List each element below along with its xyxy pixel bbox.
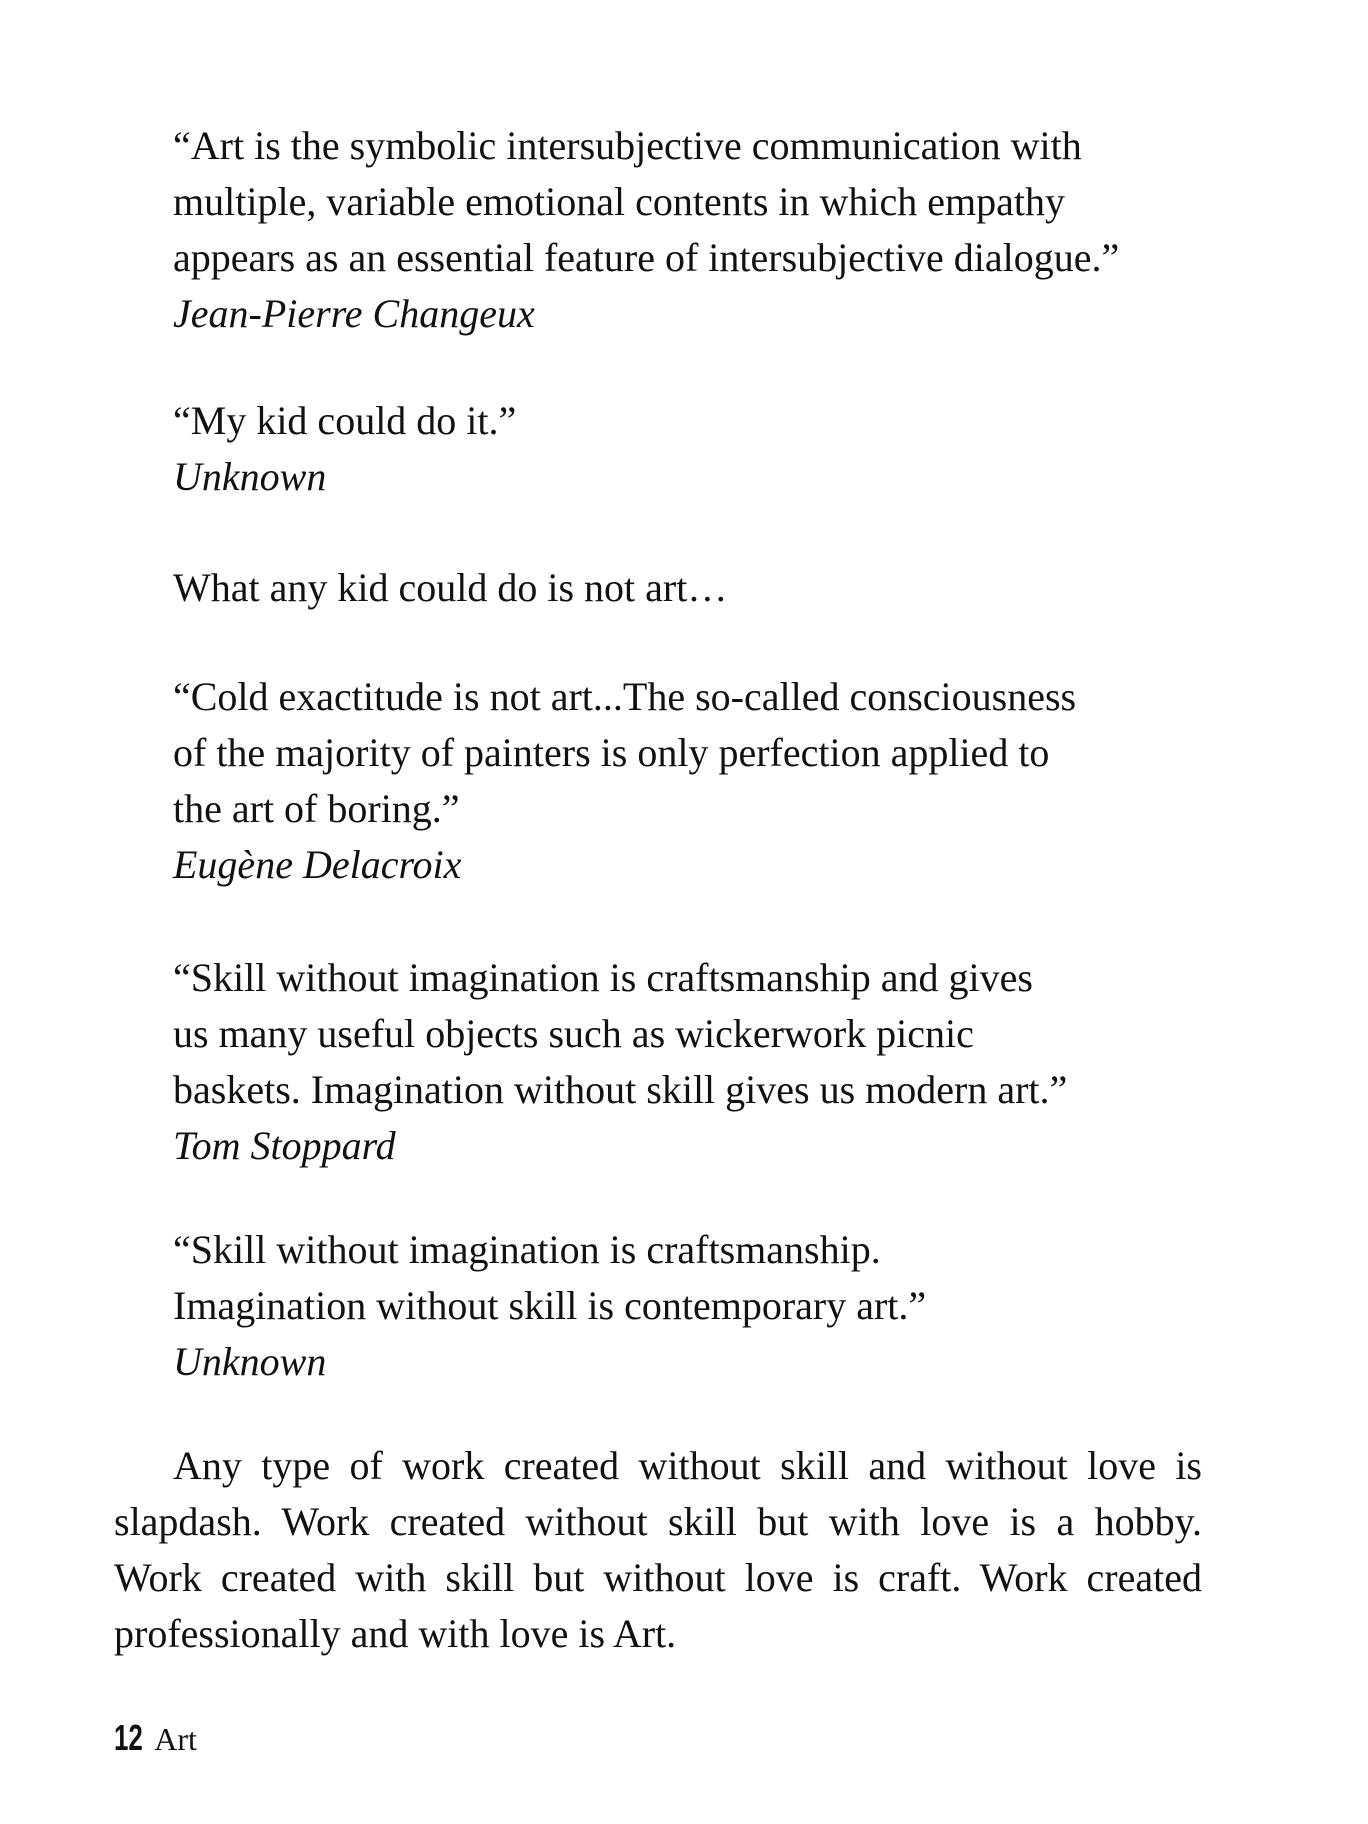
quote-my-kid (173, 393, 1233, 505)
quote-changeux (173, 118, 1233, 342)
quote-line: baskets. Imagination without skill gives us modern art.” (173, 1067, 1068, 1112)
paragraph-line: professionally and with love is Art. (114, 1611, 677, 1656)
quote-line: “Cold exactitude is not art...The so-called consciousness (173, 674, 1077, 719)
quote-line: “Skill without imagination is craftsmanship. (173, 1227, 881, 1272)
quote-line: us many useful objects such as wickerwork picnic (173, 1011, 974, 1056)
paragraph-line: Work created with skill but without love is craft. Work created (114, 1555, 1202, 1600)
quote-attribution: Eugène Delacroix (173, 842, 462, 887)
quote-line: appears as an essential feature of intersubjective dialogue.” (173, 235, 1120, 280)
page-number: 12 (114, 1717, 143, 1758)
quote-line: “Skill without imagination is craftsmanship and gives (173, 955, 1033, 1000)
quote-line: “My kid could do it.” (173, 398, 517, 443)
statement-line: What any kid could do is not art… (173, 565, 728, 610)
paragraph-line: slapdash. Work created without skill but with love is a hobby. (114, 1499, 1202, 1544)
quote-attribution: Jean-Pierre Changeux (173, 291, 535, 336)
quote-line: multiple, variable emotional contents in which empathy (173, 179, 1065, 224)
quote-contemporary-art (173, 1222, 1233, 1390)
quote-attribution: Unknown (173, 1339, 327, 1384)
section-name: Art (154, 1721, 197, 1757)
body-paragraph (114, 1438, 1202, 1662)
quote-attribution: Tom Stoppard (173, 1123, 396, 1168)
quote-delacroix (173, 669, 1233, 893)
quote-line: the art of boring.” (173, 786, 460, 831)
quote-stoppard (173, 950, 1233, 1174)
paragraph-line: Any type of work created without skill and without love is (173, 1443, 1202, 1488)
quote-line: Imagination without skill is contemporary art.” (173, 1283, 927, 1328)
quote-attribution: Unknown (173, 454, 327, 499)
statement-any-kid (173, 560, 1233, 616)
quote-line: of the majority of painters is only perfection applied to (173, 730, 1050, 775)
quote-line: “Art is the symbolic intersubjective communication with (173, 123, 1082, 168)
page-footer (114, 1718, 197, 1759)
